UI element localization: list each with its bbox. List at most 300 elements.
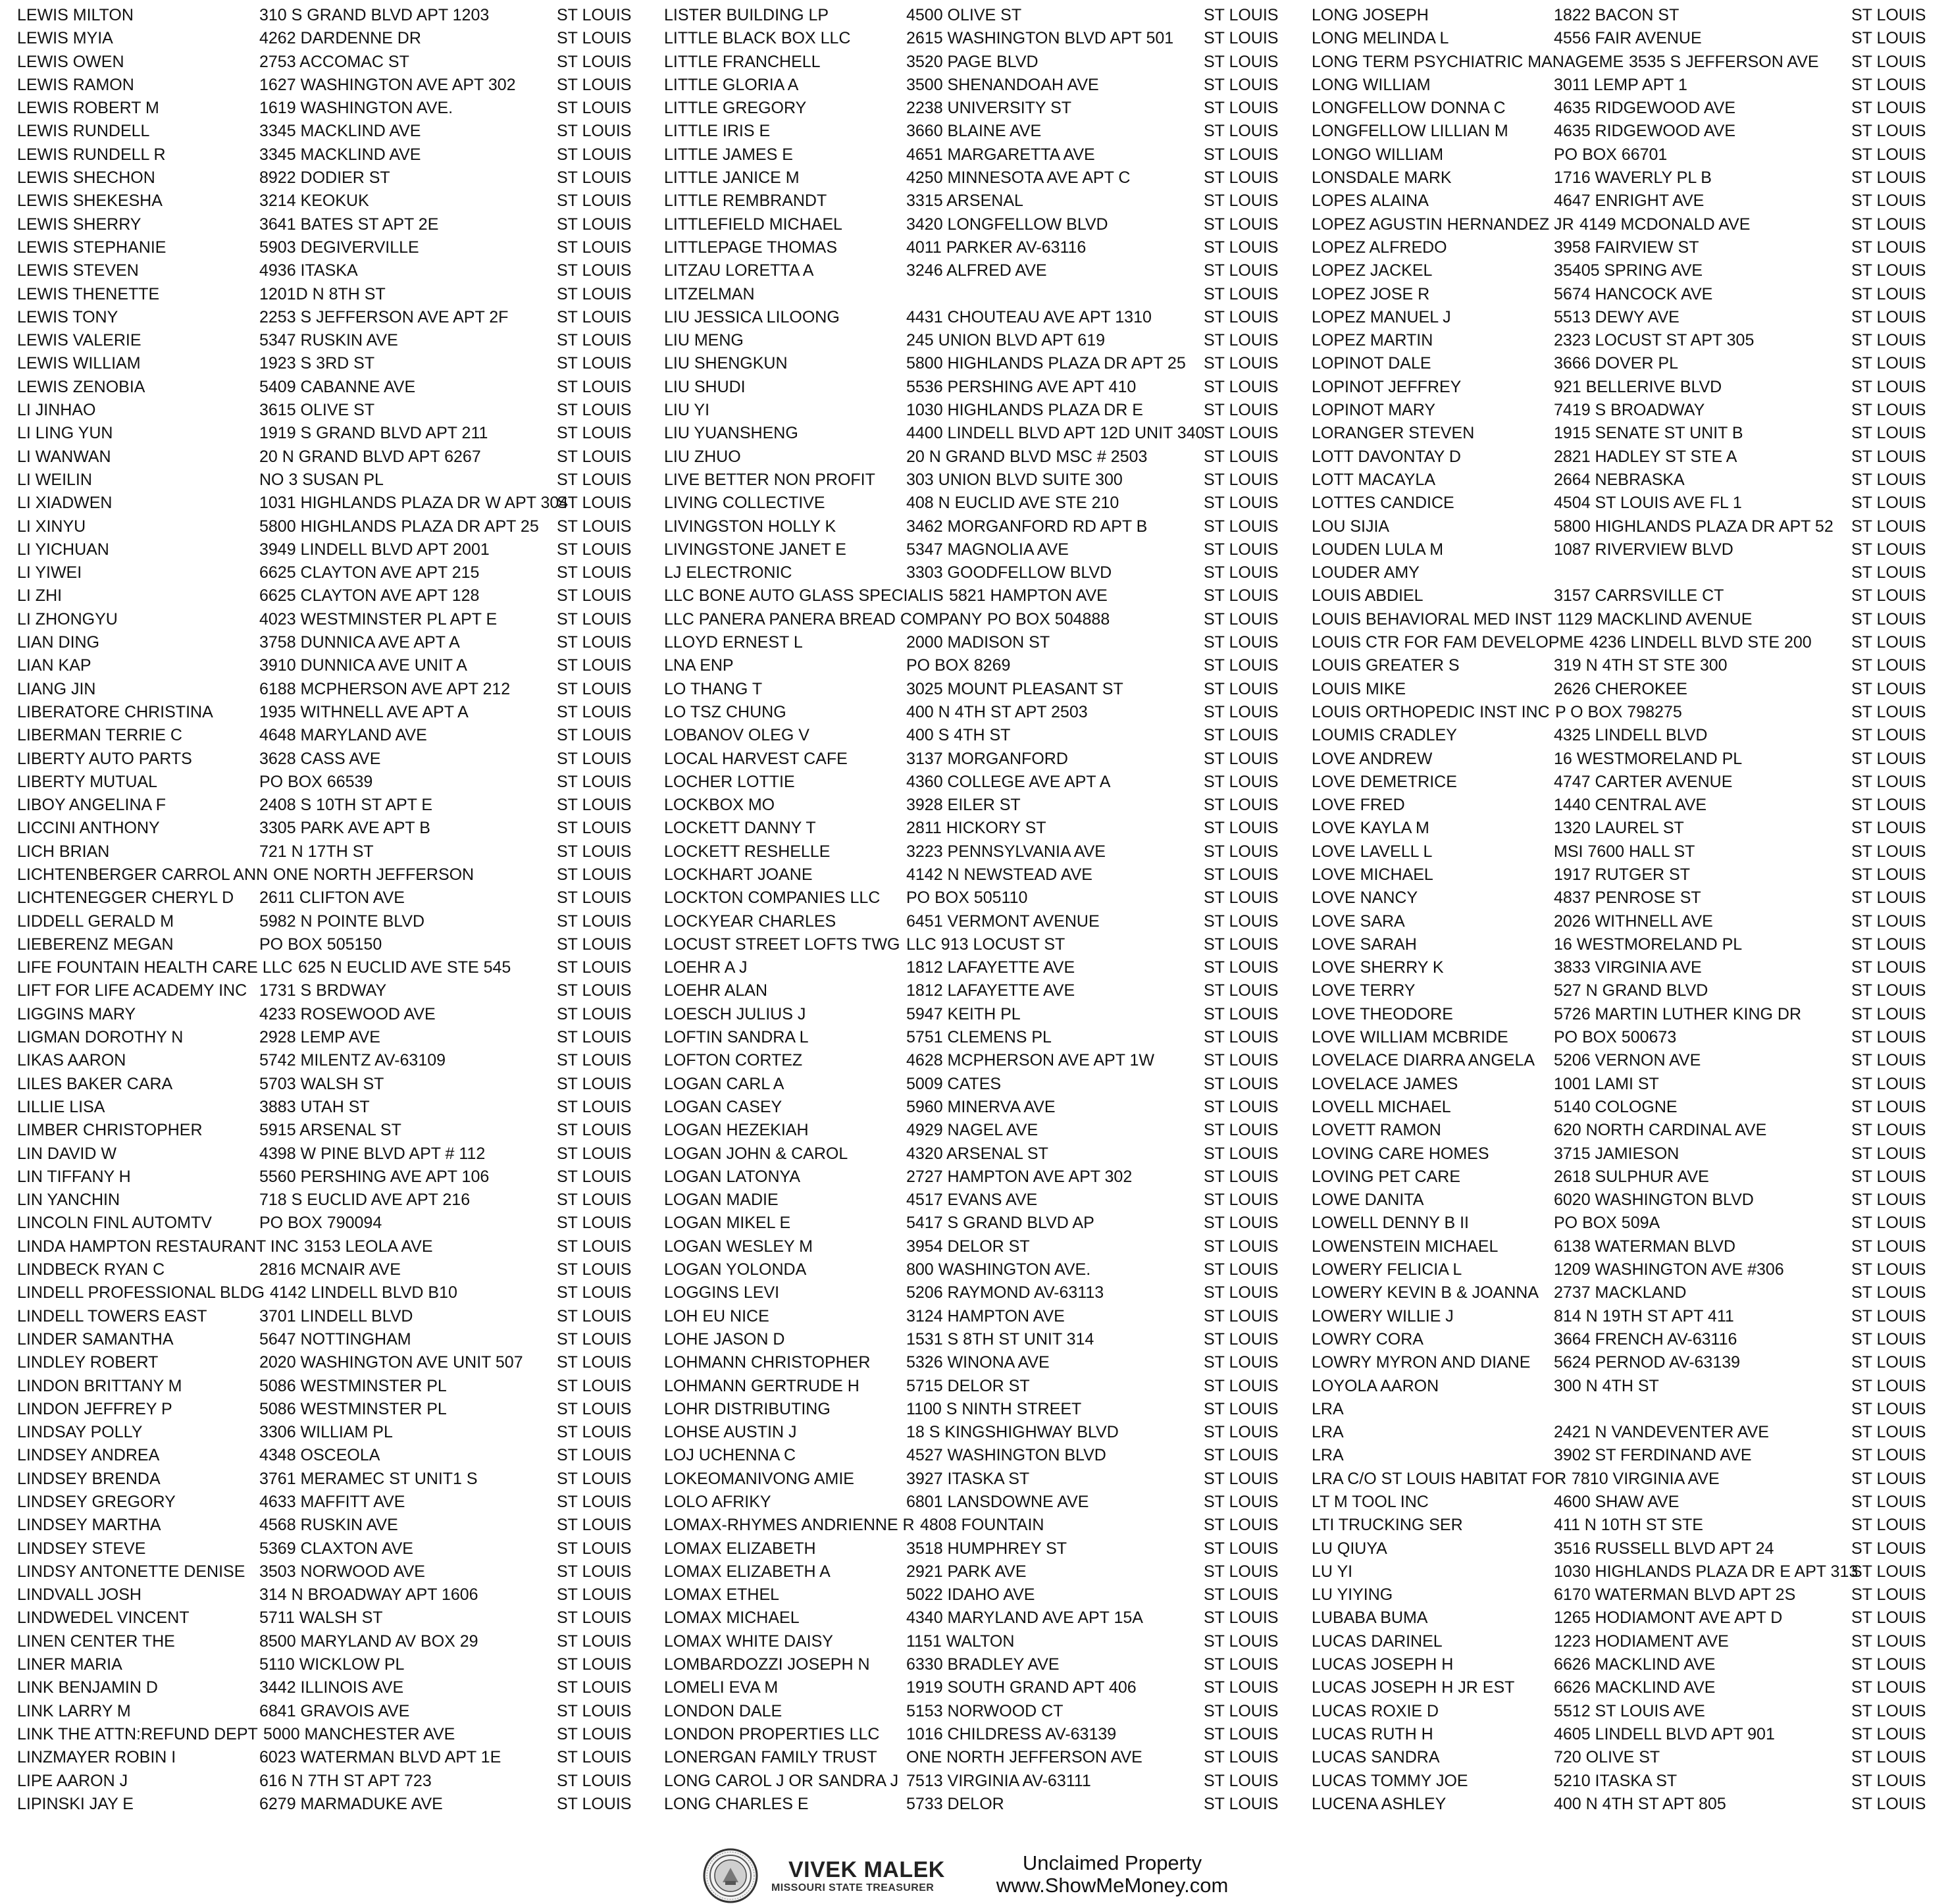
owner-name: LOUIS ABDIEL <box>1312 586 1424 605</box>
owner-name: LOVE DEMETRICE <box>1312 772 1457 791</box>
owner-city: ST LOUIS <box>557 1608 632 1628</box>
owner-address: 1619 WASHINGTON AVE. <box>259 99 453 118</box>
owner-city: ST LOUIS <box>1204 981 1279 1000</box>
owner-name: LIU JESSICA LILOONG <box>664 307 840 326</box>
listing-row <box>1312 1026 1950 1049</box>
listing-row <box>1312 887 1950 910</box>
owner-address: 5369 CLAXTON AVE <box>259 1539 413 1558</box>
owner-name: LOEHR ALAN <box>664 981 768 1000</box>
owner-city: ST LOUIS <box>1204 401 1279 420</box>
owner-city: ST LOUIS <box>557 1353 632 1372</box>
owner-name: LOVE KAYLA M <box>1312 819 1429 838</box>
owner-address: 6023 WATERMAN BLVD APT 1E <box>259 1748 501 1767</box>
listing-row <box>664 538 1309 561</box>
owner-address: 721 N 17TH ST <box>259 842 374 861</box>
owner-address: 5512 ST LOUIS AVE <box>1554 1701 1705 1720</box>
listing-row <box>664 51 1309 74</box>
owner-name: LOPEZ JOSE R <box>1312 284 1430 303</box>
owner-name: LIU SHUDI <box>664 377 746 396</box>
listing-row <box>17 120 662 143</box>
owner-name: LOUIS BEHAVIORAL MED INST <box>1312 609 1552 629</box>
owner-address: PO BOX 505110 <box>906 888 1028 908</box>
owner-city: ST LOUIS <box>1204 354 1279 373</box>
owner-city: ST LOUIS <box>1851 1329 1926 1349</box>
treasurer-name: VIVEK MALEK <box>788 1857 945 1882</box>
listing-row <box>664 1583 1309 1607</box>
owner-name: LICHTENEGGER CHERYL D <box>17 888 234 908</box>
owner-city: ST LOUIS <box>1204 238 1279 257</box>
owner-name: LOEHR A J <box>664 958 748 977</box>
owner-address: 3345 MACKLIND AVE <box>259 145 421 164</box>
owner-city: ST LOUIS <box>1204 842 1279 861</box>
owner-address: 3462 MORGANFORD RD APT B <box>906 517 1148 536</box>
owner-address: 7513 VIRGINIA AV-63111 <box>906 1771 1091 1790</box>
owner-address: 5000 MANCHESTER AVE <box>263 1724 455 1743</box>
owner-address: PO BOX 8269 <box>906 656 1011 675</box>
owner-name: LOTTES CANDICE <box>1312 494 1454 513</box>
owner-address: 8500 MARYLAND AV BOX 29 <box>259 1632 478 1651</box>
owner-name: LINCOLN FINL AUTOMTV <box>17 1214 212 1233</box>
owner-city: ST LOUIS <box>1851 563 1926 582</box>
owner-name: LOWERY FELICIA L <box>1312 1260 1462 1279</box>
owner-city: ST LOUIS <box>557 1214 632 1233</box>
owner-address: 2727 HAMPTON AVE APT 302 <box>906 1167 1133 1186</box>
listing-row <box>17 1514 662 1537</box>
owner-city: ST LOUIS <box>1204 772 1279 791</box>
owner-name: LINK LARRY M <box>17 1701 131 1720</box>
owner-city: ST LOUIS <box>1851 1423 1926 1442</box>
owner-name: LOPEZ JACKEL <box>1312 261 1433 280</box>
owner-city: ST LOUIS <box>557 633 632 652</box>
owner-address: 527 N GRAND BLVD <box>1554 981 1708 1000</box>
listing-row <box>664 1444 1309 1467</box>
column-2 <box>664 4 1309 1816</box>
owner-address: 5206 VERNON AVE <box>1554 1051 1701 1070</box>
owner-name: LUCAS ROXIE D <box>1312 1701 1439 1720</box>
owner-city: ST LOUIS <box>1851 1794 1926 1813</box>
owner-name: LOMAX-RHYMES ANDRIENNE R <box>664 1516 915 1535</box>
owner-address: 3833 VIRGINIA AVE <box>1554 958 1702 977</box>
owner-name: LIBOY ANGELINA F <box>17 796 167 815</box>
listing-row <box>17 1096 662 1119</box>
owner-address: 4747 CARTER AVENUE <box>1554 772 1733 791</box>
listing-row <box>1312 1375 1950 1398</box>
owner-address: 5086 WESTMINSTER PL <box>259 1376 447 1395</box>
owner-address: 800 WASHINGTON AVE. <box>906 1260 1091 1279</box>
listing-row <box>664 446 1309 469</box>
listing-row <box>1312 74 1950 97</box>
owner-name: LEWIS SHERRY <box>17 215 141 234</box>
owner-address: 4556 FAIR AVENUE <box>1554 29 1702 48</box>
listing-row <box>664 236 1309 259</box>
owner-city: ST LOUIS <box>557 1701 632 1720</box>
owner-address: 1129 MACKLIND AVENUE <box>1557 609 1753 629</box>
owner-name: LOWRY CORA <box>1312 1329 1424 1349</box>
owner-name: LOCKBOX MO <box>664 796 775 815</box>
owner-city: ST LOUIS <box>1204 1121 1279 1140</box>
listing-row <box>17 1026 662 1049</box>
owner-address: 3715 JAMIESON <box>1554 1144 1680 1163</box>
owner-address: 5326 WINONA AVE <box>906 1353 1050 1372</box>
owner-name: LI WANWAN <box>17 447 111 466</box>
listing-row <box>17 1049 662 1072</box>
listing-row <box>664 678 1309 701</box>
owner-name: LOGAN MADIE <box>664 1191 779 1210</box>
owner-city: ST LOUIS <box>1204 261 1279 280</box>
listing-row <box>664 1189 1309 1212</box>
listing-row <box>664 1700 1309 1723</box>
owner-name: LOCKYEAR CHARLES <box>664 912 836 931</box>
website-link[interactable]: www.ShowMeMoney.com <box>996 1874 1229 1897</box>
owner-city: ST LOUIS <box>557 238 632 257</box>
owner-address: PO BOX 66701 <box>1554 145 1668 164</box>
owner-address: 3949 LINDELL BLVD APT 2001 <box>259 540 490 559</box>
owner-address: 2323 LOCUST ST APT 305 <box>1554 331 1755 350</box>
owner-city: ST LOUIS <box>1204 656 1279 675</box>
owner-address: 3902 ST FERDINAND AVE <box>1554 1446 1752 1465</box>
listing-row <box>664 1514 1309 1537</box>
owner-city: ST LOUIS <box>1204 888 1279 908</box>
listing-row <box>664 1235 1309 1258</box>
owner-name: LOVE NANCY <box>1312 888 1418 908</box>
owner-city: ST LOUIS <box>1204 958 1279 977</box>
owner-address: 3628 CASS AVE <box>259 749 381 768</box>
owner-name: LOCAL HARVEST CAFE <box>664 749 848 768</box>
owner-name: LUCENA ASHLEY <box>1312 1794 1447 1813</box>
owner-name: LOCUST STREET LOFTS TWG <box>664 935 900 954</box>
listing-row <box>17 1583 662 1607</box>
owner-city: ST LOUIS <box>1204 122 1279 141</box>
listing-row <box>1312 1793 1950 1816</box>
owner-name: LOWENSTEIN MICHAEL <box>1312 1237 1499 1256</box>
listing-row <box>17 724 662 747</box>
owner-name: LOGGINS LEVI <box>664 1283 780 1302</box>
owner-address: 4504 ST LOUIS AVE FL 1 <box>1554 494 1742 513</box>
owner-city: ST LOUIS <box>1851 1632 1926 1651</box>
owner-address: 4262 DARDENNE DR <box>259 29 421 48</box>
owner-address: 2816 MCNAIR AVE <box>259 1260 401 1279</box>
owner-city: ST LOUIS <box>1204 865 1279 884</box>
listing-row <box>664 1351 1309 1374</box>
owner-name: LINDON BRITTANY M <box>17 1376 182 1395</box>
owner-city: ST LOUIS <box>1204 284 1279 303</box>
listing-row <box>17 771 662 794</box>
owner-address: 6170 WATERMAN BLVD APT 2S <box>1554 1585 1796 1605</box>
owner-name: LOVE SARA <box>1312 912 1405 931</box>
owner-city: ST LOUIS <box>1851 331 1926 350</box>
owner-name: LIU YUANSHENG <box>664 424 798 443</box>
owner-address: 3516 RUSSELL BLVD APT 24 <box>1554 1539 1774 1558</box>
owner-city: ST LOUIS <box>557 517 632 536</box>
owner-city: ST LOUIS <box>1204 52 1279 71</box>
owner-name: LUCAS JOSEPH H JR EST <box>1312 1678 1515 1697</box>
owner-name: LU QIUYA <box>1312 1539 1387 1558</box>
listing-row <box>664 1537 1309 1560</box>
owner-name: LINDSEY STEVE <box>17 1539 146 1558</box>
owner-name: LIU YI <box>664 401 710 420</box>
listing-row <box>17 329 662 352</box>
listing-row <box>664 910 1309 933</box>
owner-name: LOVING CARE HOMES <box>1312 1144 1489 1163</box>
state-seal-icon <box>703 1848 758 1903</box>
listing-row <box>1312 376 1950 399</box>
owner-address: 4149 MCDONALD AVE <box>1579 215 1751 234</box>
owner-city: ST LOUIS <box>1204 586 1279 605</box>
owner-name: LOVE WILLIAM MCBRIDE <box>1312 1028 1508 1047</box>
listing-row <box>17 1421 662 1444</box>
listing-row <box>1312 701 1950 724</box>
owner-city: ST LOUIS <box>1851 749 1926 768</box>
owner-city: ST LOUIS <box>1851 1608 1926 1628</box>
owner-address: 4500 OLIVE ST <box>906 6 1022 24</box>
owner-name: LEWIS MILTON <box>17 6 134 24</box>
listing-row <box>17 1235 662 1258</box>
listing-row <box>17 143 662 167</box>
owner-name: LIBERTY AUTO PARTS <box>17 749 192 768</box>
owner-name: LOUIS MIKE <box>1312 679 1406 698</box>
owner-city: ST LOUIS <box>1204 215 1279 234</box>
owner-city: ST LOUIS <box>1204 796 1279 815</box>
owner-city: ST LOUIS <box>557 261 632 280</box>
listing-row <box>664 469 1309 492</box>
owner-address: 5726 MARTIN LUTHER KING DR <box>1554 1004 1802 1023</box>
owner-address: 6451 VERMONT AVENUE <box>906 912 1100 931</box>
owner-city: ST LOUIS <box>1204 1539 1279 1558</box>
owner-city: ST LOUIS <box>557 307 632 326</box>
listing-row <box>1312 1630 1950 1653</box>
owner-name: LINDVALL JOSH <box>17 1585 141 1605</box>
owner-city: ST LOUIS <box>557 586 632 605</box>
owner-address: 3660 BLAINE AVE <box>906 122 1042 141</box>
owner-address: 4325 LINDELL BLVD <box>1554 726 1708 745</box>
owner-city: ST LOUIS <box>1851 494 1926 513</box>
owner-city: ST LOUIS <box>1851 29 1926 48</box>
owner-city: ST LOUIS <box>557 981 632 1000</box>
owner-city: ST LOUIS <box>1851 1493 1926 1511</box>
owner-city: ST LOUIS <box>557 1376 632 1395</box>
owner-city: ST LOUIS <box>1851 633 1926 652</box>
owner-address: MSI 7600 HALL ST <box>1554 842 1695 861</box>
listing-row <box>17 1723 662 1746</box>
owner-address: 1919 S GRAND BLVD APT 211 <box>259 424 488 443</box>
owner-name: LOVE MICHAEL <box>1312 865 1433 884</box>
owner-city: ST LOUIS <box>1204 1748 1279 1767</box>
owner-name: LNA ENP <box>664 656 734 675</box>
owner-name: LIN TIFFANY H <box>17 1167 131 1186</box>
listing-row <box>17 306 662 329</box>
listing-row <box>17 608 662 631</box>
listing-row <box>664 608 1309 631</box>
owner-city: ST LOUIS <box>1204 1283 1279 1302</box>
owner-city: ST LOUIS <box>557 749 632 768</box>
owner-name: LITTLE GLORIA A <box>664 75 799 94</box>
owner-name: LOUIS CTR FOR FAM DEVELOPME <box>1312 633 1584 652</box>
owner-address: 1440 CENTRAL AVE <box>1554 796 1707 815</box>
listing-row <box>1312 1305 1950 1328</box>
listing-row <box>664 1630 1309 1653</box>
owner-name: LIBERTY MUTUAL <box>17 772 158 791</box>
owner-city: ST LOUIS <box>1851 819 1926 838</box>
owner-name: LUBABA BUMA <box>1312 1608 1428 1628</box>
owner-city: ST LOUIS <box>1204 192 1279 211</box>
listing-row <box>17 190 662 213</box>
owner-name: LIVINGSTON HOLLY K <box>664 517 836 536</box>
owner-city: ST LOUIS <box>557 1260 632 1279</box>
owner-name: LOJ UCHENNA C <box>664 1446 796 1465</box>
owner-city: ST LOUIS <box>1204 1562 1279 1581</box>
owner-address: 2020 WASHINGTON AVE UNIT 507 <box>259 1353 523 1372</box>
owner-address: 2928 LEMP AVE <box>259 1028 380 1047</box>
owner-name: LU YI <box>1312 1562 1353 1581</box>
owner-address: P O BOX 798275 <box>1555 702 1682 721</box>
listing-row <box>17 840 662 863</box>
owner-city: ST LOUIS <box>1204 819 1279 838</box>
owner-city: ST LOUIS <box>1851 1748 1926 1767</box>
owner-name: LUCAS RUTH H <box>1312 1724 1433 1743</box>
listing-row <box>664 979 1309 1002</box>
owner-name: LRA <box>1312 1423 1344 1442</box>
owner-name: LOLO AFRIKY <box>664 1493 771 1511</box>
owner-name: LO THANG T <box>664 679 763 698</box>
listing-row <box>664 376 1309 399</box>
listing-row <box>17 678 662 701</box>
listing-row <box>1312 213 1950 236</box>
owner-address: 720 OLIVE ST <box>1554 1748 1660 1767</box>
owner-name: LIAN KAP <box>17 656 91 675</box>
listing-row <box>664 1328 1309 1351</box>
owner-name: LOHSE AUSTIN J <box>664 1423 797 1442</box>
owner-address: 5715 DELOR ST <box>906 1376 1030 1395</box>
listing-row <box>17 1746 662 1769</box>
owner-address: 3011 LEMP APT 1 <box>1554 75 1687 94</box>
owner-city: ST LOUIS <box>1851 1004 1926 1023</box>
owner-address: 814 N 19TH ST APT 411 <box>1554 1306 1734 1325</box>
owner-city: ST LOUIS <box>557 1329 632 1349</box>
listing-row <box>664 701 1309 724</box>
owner-city: ST LOUIS <box>557 215 632 234</box>
listing-row <box>17 887 662 910</box>
owner-name: LONDON PROPERTIES LLC <box>664 1724 880 1743</box>
owner-address: 400 N 4TH ST APT 805 <box>1554 1794 1726 1813</box>
owner-city: ST LOUIS <box>1204 1608 1279 1628</box>
listing-row <box>664 1607 1309 1630</box>
listing-row <box>664 561 1309 584</box>
owner-city: ST LOUIS <box>1851 796 1926 815</box>
owner-name: LIBERMAN TERRIE C <box>17 726 182 745</box>
owner-city: ST LOUIS <box>1204 331 1279 350</box>
owner-address: 6625 CLAYTON AVE APT 215 <box>259 563 480 582</box>
owner-address: 4647 ENRIGHT AVE <box>1554 192 1705 211</box>
owner-name: LINDSEY MARTHA <box>17 1516 161 1535</box>
owner-city: ST LOUIS <box>1851 1655 1926 1674</box>
owner-name: LOHMANN CHRISTOPHER <box>664 1353 871 1372</box>
owner-address: 1087 RIVERVIEW BLVD <box>1554 540 1733 559</box>
owner-city: ST LOUIS <box>557 656 632 675</box>
owner-address: 5674 HANCOCK AVE <box>1554 284 1713 303</box>
listing-row <box>664 1375 1309 1398</box>
owner-city: ST LOUIS <box>1851 1260 1926 1279</box>
owner-name: LITTLE IRIS E <box>664 122 771 141</box>
owner-city: ST LOUIS <box>557 29 632 48</box>
listing-row <box>1312 1398 1950 1421</box>
owner-city: ST LOUIS <box>1204 1260 1279 1279</box>
listing-row <box>1312 933 1950 956</box>
owner-name: LIMBER CHRISTOPHER <box>17 1121 203 1140</box>
listing-row <box>1312 561 1950 584</box>
owner-city: ST LOUIS <box>1204 470 1279 489</box>
owner-address: LLC 913 LOCUST ST <box>906 935 1065 954</box>
listing-row <box>1312 143 1950 167</box>
owner-city: ST LOUIS <box>1204 1678 1279 1697</box>
owner-name: LEWIS OWEN <box>17 52 124 71</box>
listing-row <box>17 213 662 236</box>
listing-row <box>1312 1235 1950 1258</box>
owner-name: LOWRY MYRON AND DIANE <box>1312 1353 1531 1372</box>
owner-city: ST LOUIS <box>557 1097 632 1116</box>
owner-address: 3345 MACKLIND AVE <box>259 122 421 141</box>
owner-city: ST LOUIS <box>1851 75 1926 94</box>
owner-address: NO 3 SUSAN PL <box>259 470 384 489</box>
owner-name: LOPINOT MARY <box>1312 401 1436 420</box>
owner-name: LOPEZ MARTIN <box>1312 331 1433 350</box>
owner-city: ST LOUIS <box>557 1794 632 1813</box>
owner-city: ST LOUIS <box>557 1191 632 1210</box>
owner-address: 1320 LAUREL ST <box>1554 819 1684 838</box>
owner-name: LIANG JIN <box>17 679 96 698</box>
owner-name: LEWIS STEVEN <box>17 261 139 280</box>
listing-row <box>17 631 662 654</box>
owner-address: 3520 PAGE BLVD <box>906 52 1039 71</box>
listing-row <box>1312 236 1950 259</box>
owner-name: LOTT MACAYLA <box>1312 470 1436 489</box>
listing-row <box>664 329 1309 352</box>
owner-city: ST LOUIS <box>557 1051 632 1070</box>
listing-row <box>17 469 662 492</box>
owner-name: LEWIS TONY <box>17 307 118 326</box>
owner-city: ST LOUIS <box>557 377 632 396</box>
owner-name: LOVE SHERRY K <box>1312 958 1444 977</box>
owner-city: ST LOUIS <box>1204 1701 1279 1720</box>
owner-city: ST LOUIS <box>1851 540 1926 559</box>
listing-row <box>17 515 662 538</box>
listing-row <box>1312 1421 1950 1444</box>
listing-row <box>1312 1073 1950 1096</box>
owner-name: LOVE THEODORE <box>1312 1004 1453 1023</box>
owner-name: LEWIS WILLIAM <box>17 354 141 373</box>
listing-row <box>1312 190 1950 213</box>
owner-city: ST LOUIS <box>1204 1028 1279 1047</box>
owner-name: LLC PANERA PANERA BREAD COMPANY <box>664 609 983 629</box>
owner-name: LUCAS TOMMY JOE <box>1312 1771 1468 1790</box>
owner-address: 1016 CHILDRESS AV-63139 <box>906 1724 1117 1743</box>
owner-address: 5560 PERSHING AVE APT 106 <box>259 1167 490 1186</box>
listing-row <box>664 422 1309 445</box>
owner-city: ST LOUIS <box>557 75 632 94</box>
owner-address: 1923 S 3RD ST <box>259 354 375 373</box>
owner-name: LT M TOOL INC <box>1312 1493 1429 1511</box>
owner-address: 1030 HIGHLANDS PLAZA DR E APT 313 <box>1554 1562 1859 1581</box>
owner-address: 6188 MCPHERSON AVE APT 212 <box>259 679 511 698</box>
owner-address: 5009 CATES <box>906 1074 1002 1093</box>
listing-row <box>17 1700 662 1723</box>
listing-row <box>664 956 1309 979</box>
listing-row <box>17 492 662 515</box>
owner-city: ST LOUIS <box>1851 888 1926 908</box>
listing-row <box>1312 120 1950 143</box>
owner-city: ST LOUIS <box>557 1144 632 1163</box>
owner-city: ST LOUIS <box>1204 1306 1279 1325</box>
listing-row <box>664 1676 1309 1699</box>
